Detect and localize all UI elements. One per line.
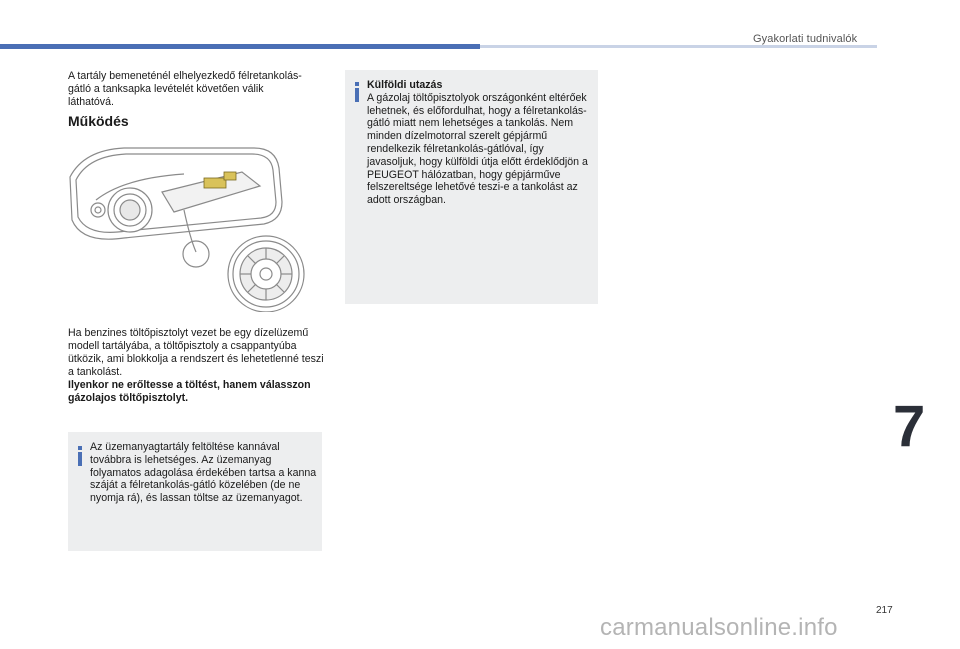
info-icon (74, 446, 86, 466)
chapter-number: 7 (893, 394, 926, 459)
fuel-filler-illustration (64, 142, 324, 312)
section-heading: Működés (68, 113, 129, 129)
intro-paragraph: A tartály bemeneténél elhelyezkedő félretankolás-gátló a tanksapka levételét követően válik láthatóvá. (68, 70, 302, 108)
header-divider-line (480, 45, 877, 48)
page-number: 217 (876, 605, 893, 616)
info-note-travel-abroad (345, 70, 598, 304)
note-text: A gázolaj töltőpisztolyok országonként eltérőek lehetnek, és előfordulhat, hogy a félretankolás-gátló miatt nem lehetséges a tankolás. Nem minden dízelmotorral szerelt gépjármű rendelkezik félretankolás-gátlóval, így javasoljuk, hogy külföldi útja előtt érdeklődjön a PEUGEOT hálózatban, hogy gépjárműve felszereltsége lehetővé teszi-e a tankolást az adott országban. (367, 91, 588, 207)
body-paragraph (68, 327, 324, 404)
header-accent-bar (0, 44, 480, 49)
watermark: carmanualsonline.info (600, 614, 838, 641)
note-content (367, 79, 595, 207)
section-title: Gyakorlati tudnivalók (753, 33, 858, 45)
note-title: Külföldi utazás (367, 79, 443, 91)
body-text: Ha benzines töltőpisztolyt vezet be egy dízelüzemű modell tartályába, a töltőpisztoly a csappantyúba ütközik, ami blokkolja a rendszert és lehetetlenné teszi a tankolást. (68, 327, 324, 378)
body-bold-text: Ilyenkor ne erőltesse a töltést, hanem válasszon gázolajos töltőpisztolyt. (68, 378, 311, 404)
note-text: Az üzemanyagtartály feltöltése kannával továbbra is lehetséges. Az üzemanyag folyamatos adagolása érdekében tartsa a kanna száját a félretankolás-gátló közelében (de ne nyomja rá), és lassan töltse az üzemanyagot. (90, 441, 317, 505)
info-icon (351, 82, 363, 102)
info-note-refuel-canister (68, 432, 322, 551)
